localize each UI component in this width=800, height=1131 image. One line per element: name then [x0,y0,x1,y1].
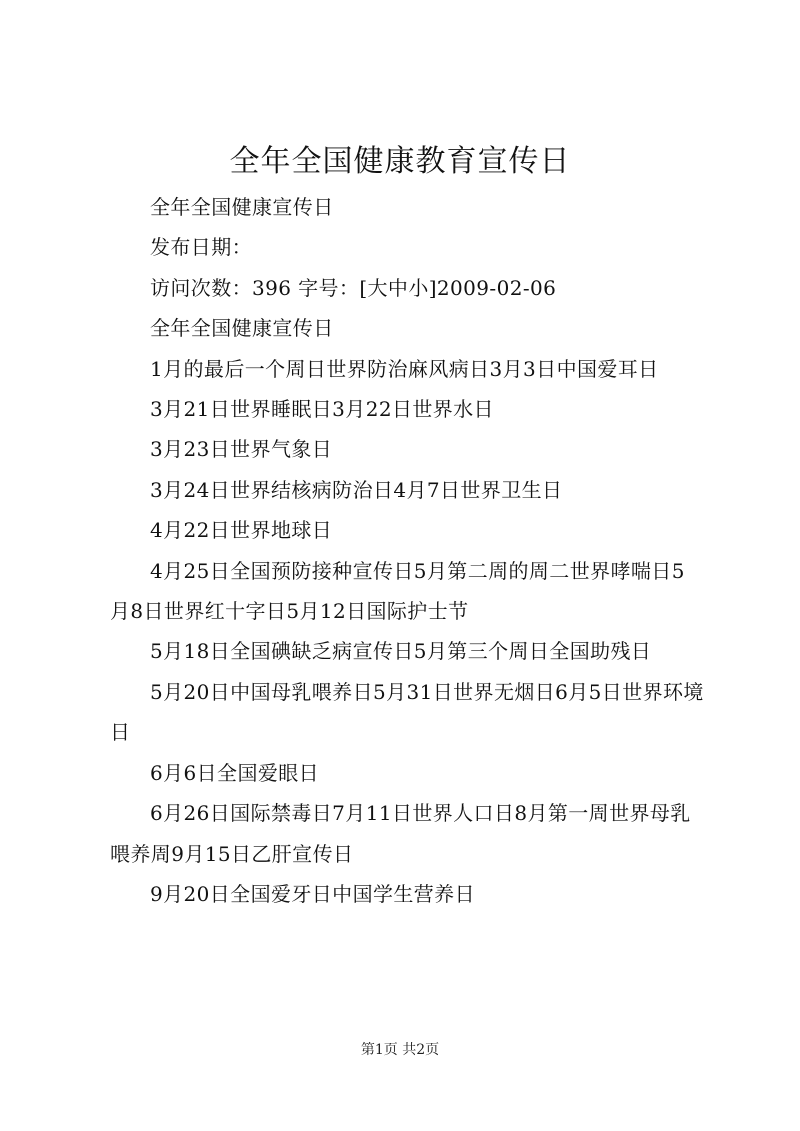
paragraph-item: 3月23日世界气象日 [150,437,333,462]
paragraph-item: 1月的最后一个周日世界防治麻风病日3月3日中国爱耳日 [150,356,659,381]
paragraph-item: 3月24日世界结核病防治日4月7日世界卫生日 [150,477,563,502]
paragraph-item: 9月20日全国爱牙日中国学生营养日 [150,881,475,906]
paragraph-item: 5月20日中国母乳喂养日5月31日世界无烟日6月5日世界环境日 [110,679,704,745]
document-title: 全年全国健康教育宣传日 [229,144,571,179]
paragraph-item: 3月21日世界睡眠日3月22日世界水日 [150,397,494,422]
page-footer: 第1页 共2页 [360,1042,440,1058]
paragraph-item: 6月26日国际禁毒日7月11日世界人口日8月第一周世界母乳喂养周9月15日乙肝宣传日 [110,801,691,866]
paragraph-visit-count: 访问次数：396 字号：[大中小]2009-02-06 [150,275,557,300]
paragraph-heading: 全年全国健康宣传日 [150,316,334,341]
paragraph-item: 6月6日全国爱眼日 [150,760,320,785]
document-body [110,187,705,914]
paragraph-item: 5月18日全国碘缺乏病宣传日5月第三个周日全国助残日 [150,639,652,664]
paragraph-publish-date: 发布日期： [150,235,252,260]
paragraph-item: 4月25日全国预防接种宣传日5月第二周的周二世界哮喘日5月8日世界红十字日5月12日国际护士节 [110,558,685,624]
paragraph-subtitle: 全年全国健康宣传日 [150,195,334,219]
paragraph-item: 4月22日世界地球日 [150,518,333,543]
